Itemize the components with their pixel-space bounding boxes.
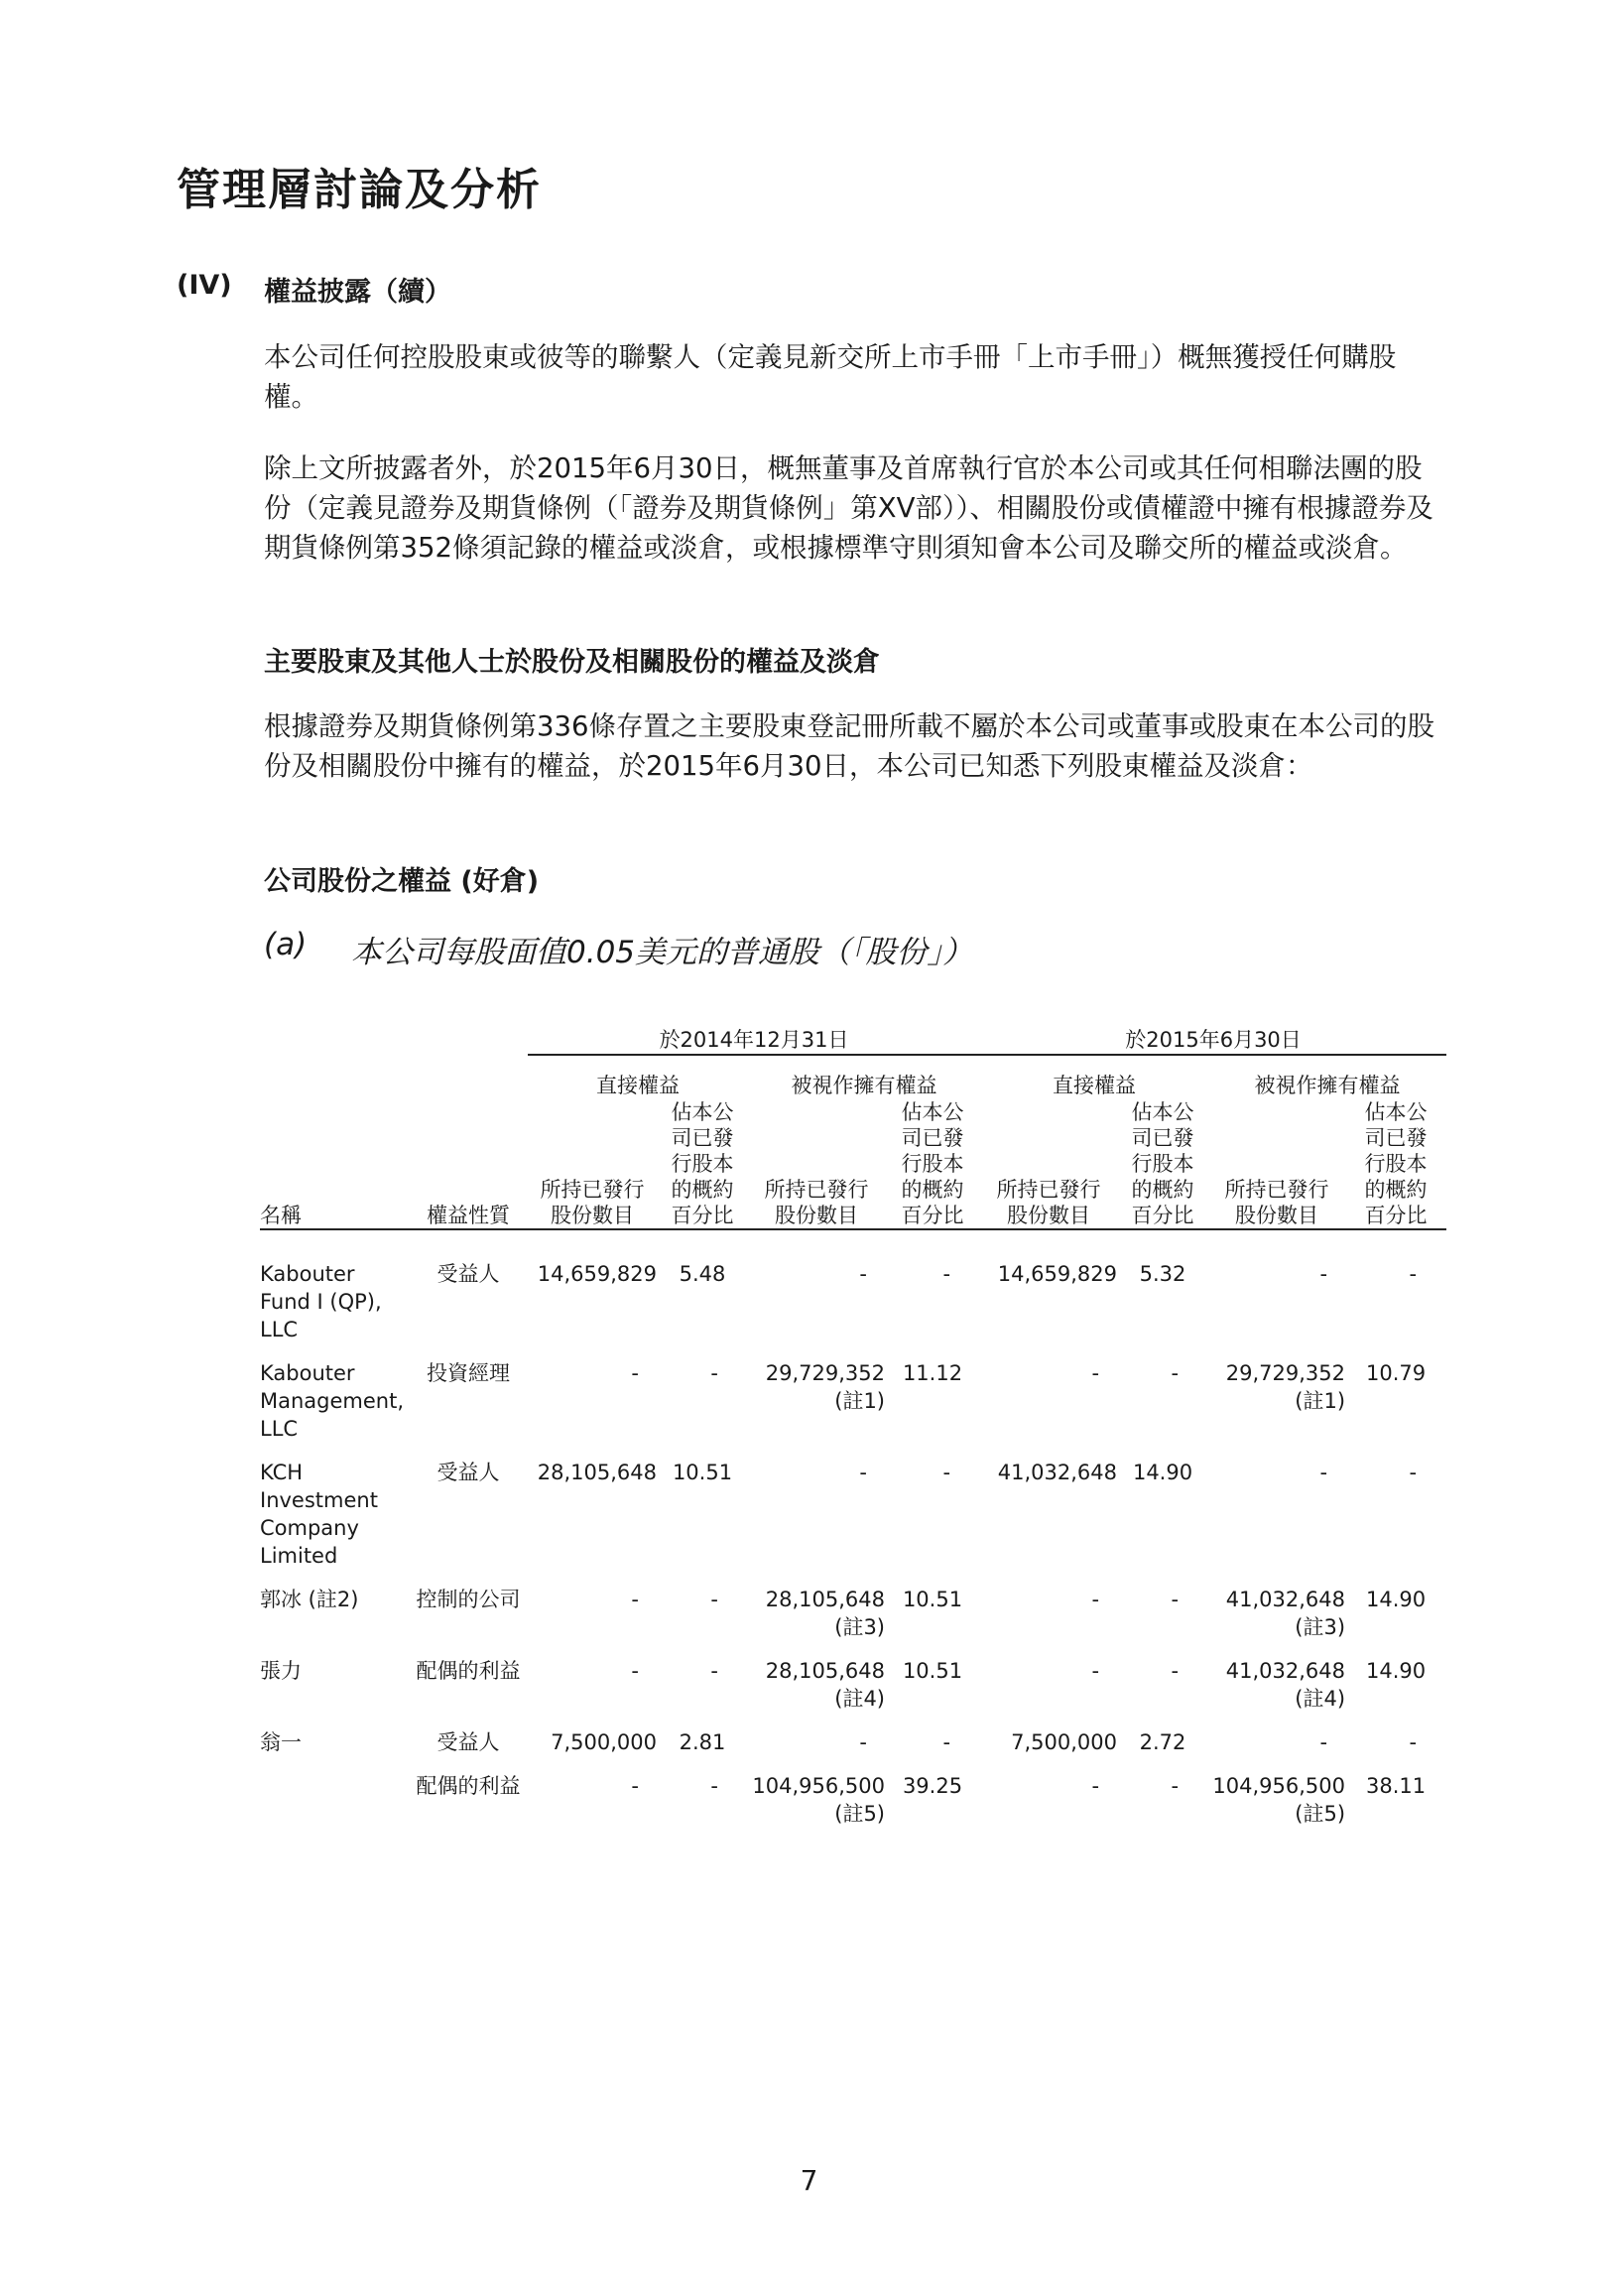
direct-pct-2014: - [710,1774,718,1798]
deemed-pct-2015: - [1409,1461,1418,1484]
shareholder-name: 郭冰 (註2) [260,1588,359,1611]
deemed-pct-2015: 14.90 [1365,1588,1427,1611]
deemed-pct-2014: - [942,1262,951,1286]
direct-pct-2014: 5.48 [679,1262,726,1286]
deemed-pct-2015: - [1409,1730,1418,1754]
interest-nature: 投資經理 [427,1361,510,1385]
paragraph-share-options: 本公司任何控股股東或彼等的聯繫人（定義見新交所上市手冊「上市手冊」）概無獲授任何購股權。 [264,341,1397,413]
deemed-pct-2015: - [1409,1262,1418,1286]
note-reference: (註1) [1295,1389,1346,1413]
direct-shares-2015: - [1091,1774,1100,1798]
direct-pct-2014: - [710,1588,718,1611]
deemed-shares-2014: 29,729,352 (註1) [748,1359,885,1459]
table-row [260,1459,1446,1586]
shareholder-name [260,1772,409,1844]
direct-shares-2015: 41,032,648 [997,1461,1118,1484]
deemed-shares-2015: 41,032,648 (註3) [1208,1586,1345,1657]
table-row [260,1657,1446,1728]
direct-shares-2015: 14,659,829 [997,1262,1118,1286]
shareholder-name: 張力 [260,1659,302,1683]
table-row [260,1772,1446,1844]
deemed-shares-2014: - [859,1262,867,1286]
deemed-shares-2014: 28,105,648 (註3) [748,1586,885,1657]
note-reference: (註5) [1295,1802,1346,1826]
interest-nature: 受益人 [436,1461,500,1484]
deemed-shares-2015: 29,729,352 (註1) [1208,1359,1345,1459]
direct-shares-2014: - [631,1588,639,1611]
interest-nature: 受益人 [436,1730,500,1754]
direct-pct-2015: 14.90 [1132,1461,1193,1484]
direct-shares-2014: 7,500,000 [551,1730,657,1754]
table-row [260,1359,1446,1459]
direct-shares-2014: - [631,1774,639,1798]
deemed-shares-2014: - [859,1730,867,1754]
interest-nature: 配偶的利益 [416,1774,521,1798]
note-reference: (註4) [1295,1687,1346,1711]
direct-shares-2014: 14,659,829 [537,1262,657,1286]
heading-long-positions: 公司股份之權益 (好倉) [264,866,540,897]
shareholder-table [260,1010,1446,1844]
col-name: 名稱 [260,1099,409,1229]
deemed-pct-2015: 10.79 [1365,1361,1427,1385]
direct-pct-2014: 2.81 [679,1730,726,1754]
deemed-pct-2015: 14.90 [1365,1659,1427,1683]
deemed-shares-2015: 41,032,648 (註4) [1208,1657,1345,1728]
sub-title: 本公司每股面值0.05美元的普通股（「股份」） [351,935,974,970]
direct-interest-header: 直接權益 [1053,1074,1137,1097]
direct-shares-2015: - [1091,1588,1100,1611]
interest-nature: 受益人 [436,1262,500,1286]
col-percentage: 佔本公司已發行股本的概約百分比 [901,1100,964,1227]
col-percentage: 佔本公司已發行股本的概約百分比 [1364,1100,1428,1227]
shareholder-name: Kabouter Fund I (QP), LLC [260,1262,382,1341]
date-header-2015: 於2015年6月30日 [980,1010,1446,1055]
col-shares: 所持已發行股份數目 [996,1178,1101,1227]
deemed-shares-2015: - [1319,1461,1328,1484]
paragraph-directors-interests: 除上文所披露者外，於2015年6月30日，概無董事及首席執行官於本公司或其任何相聯法團的股份（定義見證券及期貨條例（「證券及期貨條例」第XV部））、相關股份或債權證中擁有根據證券及期貨條例第352條須記錄的權益或淡倉，或根據標準守則須知會本公司及聯交所的權益或淡倉。 [264,452,1433,564]
note-reference: (註3) [1295,1615,1346,1639]
sub-label: (a) [264,927,308,962]
deemed-shares-2015: - [1319,1730,1328,1754]
shareholder-name: KCH Investment Company Limited [260,1461,378,1568]
deemed-pct-2014: - [942,1730,951,1754]
deemed-pct-2014: 10.51 [902,1588,963,1611]
direct-shares-2014: - [631,1361,639,1385]
direct-interest-header: 直接權益 [596,1074,680,1097]
page-title: 管理層討論及分析 [177,165,542,215]
deemed-interest-header: 被視作擁有權益 [1254,1074,1401,1097]
col-shares: 所持已發行股份數目 [540,1178,645,1227]
table-row [260,1586,1446,1657]
col-shares: 所持已發行股份數目 [1224,1178,1329,1227]
section-number: (IV) [177,270,232,301]
deemed-pct-2014: 39.25 [902,1774,963,1798]
deemed-pct-2015: 38.11 [1365,1774,1427,1798]
deemed-pct-2014: - [942,1461,951,1484]
page-number: 7 [800,2164,818,2197]
shareholder-name: Kabouter Management, LLC [260,1361,405,1441]
date-header-2014: 於2014年12月31日 [528,1010,980,1055]
col-percentage: 佔本公司已發行股本的概約百分比 [1131,1100,1194,1227]
deemed-pct-2014: 10.51 [902,1659,963,1683]
note-reference: (註3) [834,1615,885,1639]
direct-pct-2015: - [1171,1774,1180,1798]
deemed-shares-2014: - [859,1461,867,1484]
note-reference: (註4) [834,1687,885,1711]
direct-pct-2015: 5.32 [1139,1262,1186,1286]
deemed-shares-2014: 28,105,648 (註4) [748,1657,885,1728]
direct-pct-2014: - [710,1361,718,1385]
note-reference: (註5) [834,1802,885,1826]
direct-shares-2015: 7,500,000 [1011,1730,1118,1754]
col-percentage: 佔本公司已發行股本的概約百分比 [671,1100,734,1227]
deemed-pct-2014: 11.12 [902,1361,963,1385]
interest-nature: 配偶的利益 [416,1659,521,1683]
section-title: 權益披露（續） [264,277,451,308]
direct-shares-2014: 28,105,648 [537,1461,657,1484]
deemed-shares-2015: - [1319,1262,1328,1286]
interest-nature: 控制的公司 [416,1588,521,1611]
direct-pct-2015: - [1171,1659,1180,1683]
deemed-interest-header: 被視作擁有權益 [791,1074,937,1097]
note-reference: (註1) [834,1389,885,1413]
deemed-shares-2014: 104,956,500 (註5) [748,1772,885,1844]
direct-pct-2014: 10.51 [672,1461,733,1484]
deemed-shares-2015: 104,956,500 (註5) [1208,1772,1345,1844]
col-shares: 所持已發行股份數目 [764,1178,869,1227]
direct-shares-2014: - [631,1659,639,1683]
shareholder-name: 翁一 [260,1730,302,1754]
direct-pct-2015: - [1171,1361,1180,1385]
direct-shares-2015: - [1091,1361,1100,1385]
heading-substantial-shareholders: 主要股東及其他人士於股份及相關股份的權益及淡倉 [264,647,880,678]
direct-pct-2014: - [710,1659,718,1683]
col-nature: 權益性質 [409,1099,528,1229]
table-row [260,1728,1446,1772]
direct-shares-2015: - [1091,1659,1100,1683]
direct-pct-2015: 2.72 [1139,1730,1186,1754]
table-row [260,1260,1446,1359]
direct-pct-2015: - [1171,1588,1180,1611]
paragraph-register: 根據證券及期貨條例第336條存置之主要股東登記冊所載不屬於本公司或董事或股東在本公司的股份及相關股份中擁有的權益，於2015年6月30日，本公司已知悉下列股東權益及淡倉： [264,710,1434,782]
